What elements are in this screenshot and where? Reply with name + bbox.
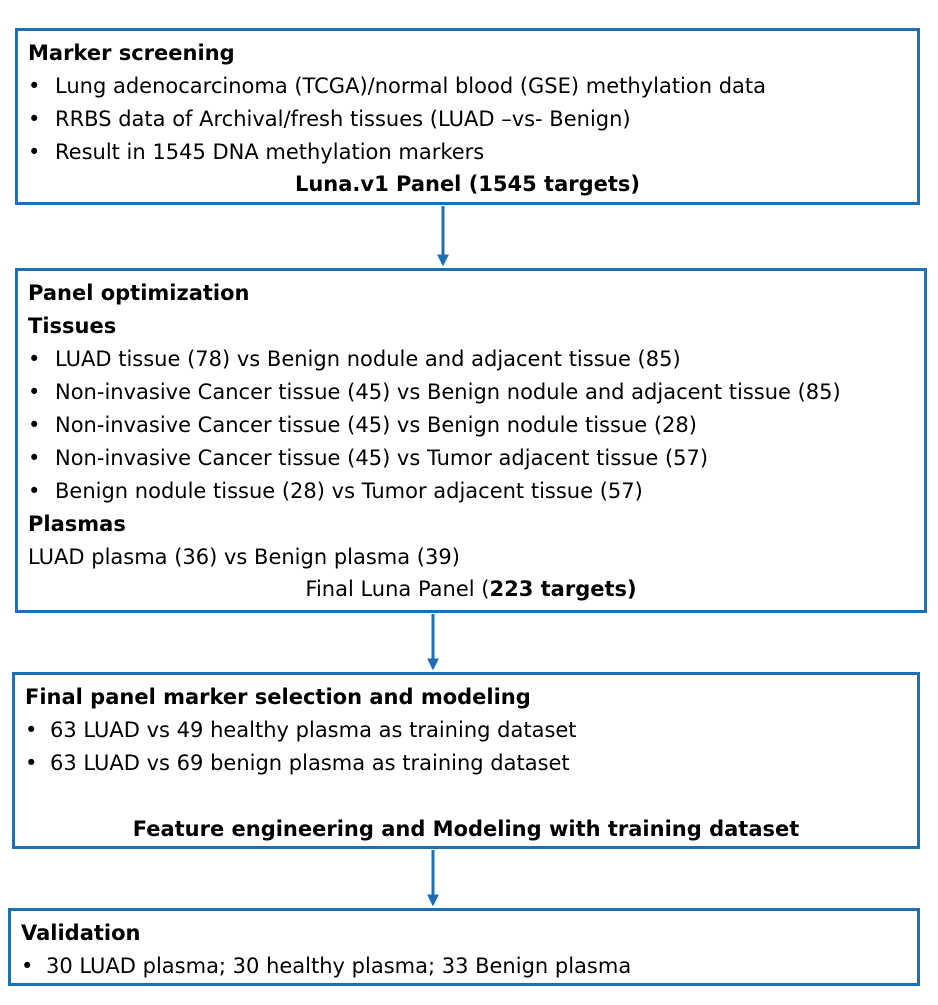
list-item-text: Lung adenocarcinoma (TCGA)/normal blood (GSE) methylation data (55, 74, 767, 98)
bullet: • (28, 347, 41, 371)
bullet: • (28, 380, 41, 404)
list-item-text: 63 LUAD vs 69 benign plasma as training dataset (50, 751, 570, 775)
list-item-text: RRBS data of Archival/fresh tissues (LUAD –vs- Benign) (55, 107, 631, 131)
panel-optimization-title: Panel optimization (28, 281, 250, 305)
final-luna-panel-prefix: Final Luna Panel ( (305, 577, 490, 601)
bullet: • (28, 446, 41, 470)
tissues-heading: Tissues (28, 314, 117, 338)
marker-screening-title: Marker screening (28, 41, 235, 65)
bullet: • (28, 74, 41, 98)
feature-engineering-label: Feature engineering and Modeling with training dataset (132, 817, 800, 841)
list-item-text: Non-invasive Cancer tissue (45) vs Benign nodule tissue (28) (55, 413, 697, 437)
bullet: • (28, 140, 41, 164)
bullet: • (28, 413, 41, 437)
bullet: • (28, 479, 41, 503)
bullet: • (25, 718, 38, 742)
list-item-text: 63 LUAD vs 49 healthy plasma as training dataset (50, 718, 577, 742)
plasma-comparison-text: LUAD plasma (36) vs Benign plasma (39) (28, 545, 460, 569)
bullet: • (28, 107, 41, 131)
marker-selection-title: Final panel marker selection and modeling (25, 685, 531, 709)
list-item-text: 30 LUAD plasma; 30 healthy plasma; 33 Benign plasma (46, 954, 632, 978)
list-item-text: Non-invasive Cancer tissue (45) vs Benign nodule and adjacent tissue (85) (55, 380, 841, 404)
luna-v1-panel-label: Luna.v1 Panel (1545 targets) (294, 172, 641, 196)
list-item-text: Non-invasive Cancer tissue (45) vs Tumor adjacent tissue (57) (55, 446, 709, 470)
final-luna-panel-targets: 223 targets) (489, 577, 637, 601)
bullet: • (25, 751, 38, 775)
validation-title: Validation (21, 921, 141, 945)
bullet: • (21, 954, 34, 978)
list-item-text: Result in 1545 DNA methylation markers (55, 140, 485, 164)
plasmas-heading: Plasmas (28, 512, 126, 536)
list-item-text: Benign nodule tissue (28) vs Tumor adjacent tissue (57) (55, 479, 643, 503)
list-item-text: LUAD tissue (78) vs Benign nodule and adjacent tissue (85) (55, 347, 681, 371)
